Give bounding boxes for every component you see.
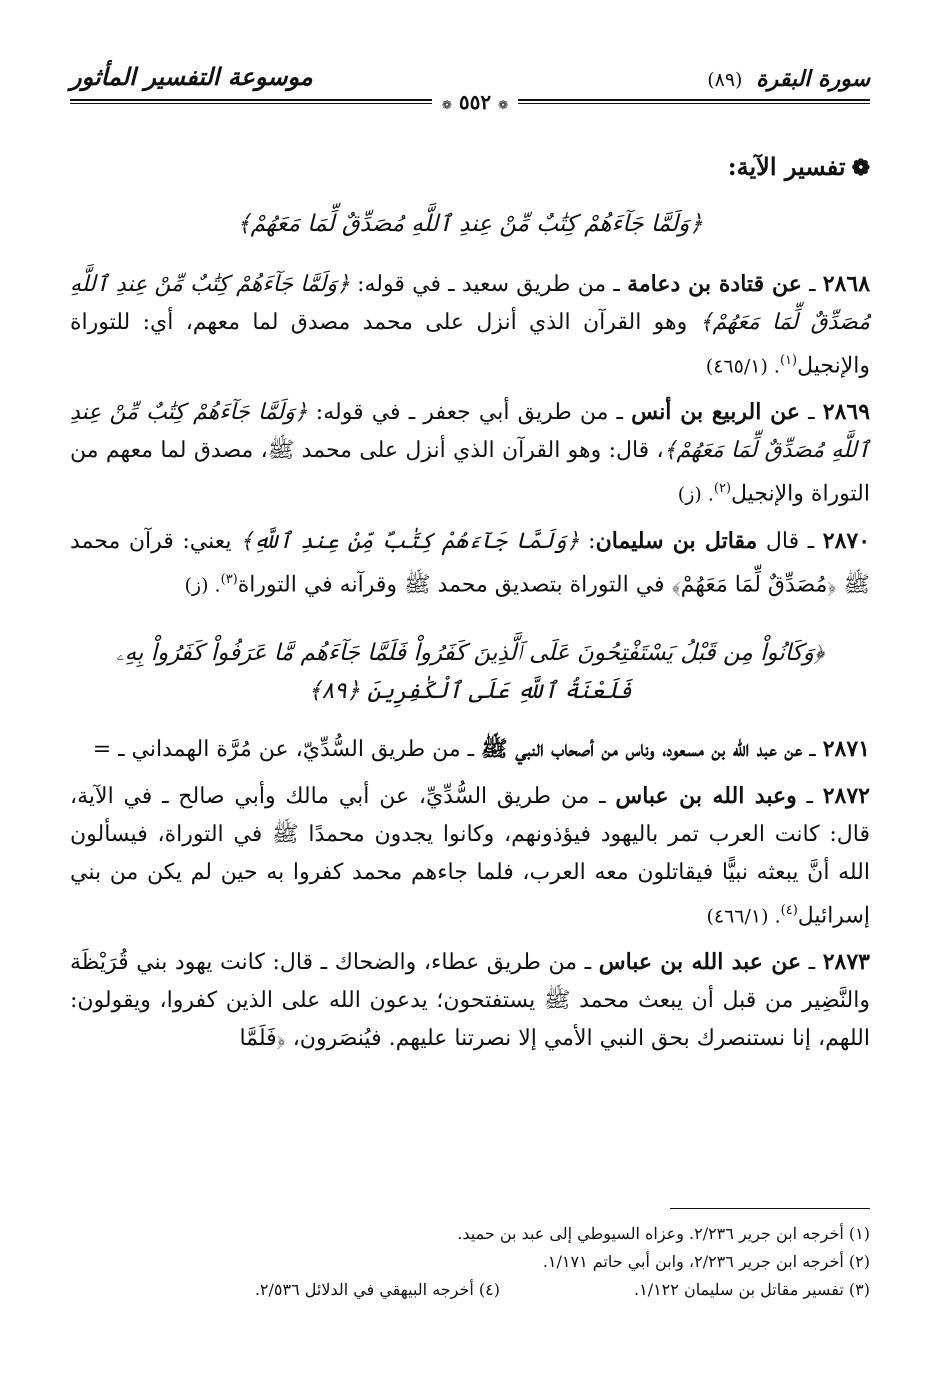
entry-2869: ٢٨٦٩ ـ عن الربيع بن أنس ـ من طريق أبي جعفر ـ في قوله: ﴿وَلَمَّا جَآءَهُمْ كِتَٰبٌ مِّنْ عِندِ ٱللَّهِ مُصَدِّقٌ لِّمَا مَعَهُمْ﴾، قال: وهو القرآن الذي أنزل على محمد ﷺ، مصدق لما معهم من التوراة والإنجيل$^{(٢)}$. (ز) xyxy=(70,399,871,507)
main-text xyxy=(70,140,870,1066)
page-number: ٥٥٢ xyxy=(458,90,492,114)
entry-2871: ٢٨٧١ ـ عن عبد الله بن مسعود، وناس من أصحاب النبي ﷺ ـ من طريق السُّدِّيّ، عن مُرَّة الهمداني ـ = xyxy=(92,735,870,762)
entry-2872: ٢٨٧٢ ـ وعبد الله بن عباس ـ من طريق السُّدِّيِّ، عن أبي مالك وأبي صالح ـ في الآية، قال: كانت العرب تمر باليهود فيؤذونهم، وكانوا يجدون محمدًا ﷺ في التوراة، فيسألون الله أنَّ يبعثه نبيًّا فيقاتلون معه العرب، فلما جاءهم محمد كفروا به حين لم يكن من بني إسرائيل$^{(٤)}$. (٤٦٦/١) xyxy=(70,782,870,929)
surah-heading xyxy=(707,66,870,92)
narrator: عن عبد الله بن مسعود، وناس من أصحاب النبي ﷺ xyxy=(481,735,803,762)
entry-reference: . (٤٦٥/١) xyxy=(705,355,780,378)
entry-number: ٢٨٧١ xyxy=(822,735,870,762)
entry-body: ـ من طريق عطاء، والضحاك ـ قال: كانت يهود بني قُرَيْظَة والنَّضِير من قبل أن يبعث محمد ﷺ يستفتحون؛ يدعون الله على الذين كفروا، ويقولون: اللهم، إنا نستنصرك بحق النبي الأمي إلا نصرتنا عليهم. فيُنصَرون، ﴿فَلَمَّا xyxy=(70,950,870,1052)
footnote-marker[interactable]: (٣) xyxy=(220,571,238,587)
footnote-separator xyxy=(670,1208,870,1209)
footnote-2: (٢) أخرجه ابن جرير ٢/٢٣٦، وابن أبي حاتم ١/١٧١. xyxy=(542,1252,870,1271)
footnote-3: (٣) تفسير مقاتل بن سليمان ١/١٢٢. xyxy=(634,1280,870,1299)
flower-icon: ❁ xyxy=(851,155,870,181)
section-title: ❁تفسير الآية: xyxy=(727,152,870,181)
footnote-1: (١) أخرجه ابن جرير ٢/٢٣٦. وعزاه السيوطي إلى عبد بن حميد. xyxy=(457,1224,870,1243)
entry-number: ٢٨٧٣ xyxy=(822,949,870,976)
entry-number: ٢٨٦٨ xyxy=(822,271,871,297)
footnote-marker[interactable]: (١) xyxy=(779,353,798,368)
entry-reference: . (٤٦٦/١) xyxy=(706,905,781,928)
narrator: عن عبد الله بن عباس xyxy=(598,949,802,976)
book-title: موسوعة التفسير المأثور xyxy=(70,62,313,91)
page-number-box xyxy=(432,89,518,115)
ornament-icon: ❁ xyxy=(441,98,452,112)
entry-quote: ﴿وَلَمَّا جَآءَهُمْ كِتَٰبٌ مِّنْ عِندِ ٱللَّهِ﴾ xyxy=(240,528,580,554)
ornament-icon: ❁ xyxy=(498,98,509,112)
entry-body: ، قال: وهو القرآن الذي أنزل على محمد ﷺ، مصدق لما معهم من التوراة والإنجيل xyxy=(70,438,870,507)
entry-number: ٢٨٧٠ xyxy=(822,527,871,554)
entry-number: ٢٨٦٩ xyxy=(822,399,871,426)
narrator: مقاتل بن سليمان xyxy=(595,527,758,554)
footnote-4: (٤) أخرجه البيهقي في الدلائل ٢/٥٣٦. xyxy=(254,1280,500,1299)
ayah-reference: (٨٩) xyxy=(707,69,743,91)
entry-reference: . (ز) xyxy=(677,483,714,506)
entry-number: ٢٨٧٢ xyxy=(822,782,870,809)
entry-quote: ﴿وَلَمَّا جَآءَهُمْ كِتَٰبٌ مِّنْ عِندِ ٱللَّهِ مُصَدِّقٌ لِّمَا مَعَهُمْ﴾ xyxy=(70,272,870,335)
narrator: وعبد الله بن عباس xyxy=(615,782,797,809)
entry-2868: ٢٨٦٨ ـ عن قتادة بن دعامة ـ من طريق سعيد ـ في قوله: ﴿وَلَمَّا جَآءَهُمْ كِتَٰبٌ مِّنْ عِندِ ٱللَّهِ مُصَدِّقٌ لِّمَا مَعَهُمْ﴾ وهو القرآن الذي أنزل على محمد مصدق لما معهم، أي: للتوراة والإنجيل$^{(١)}$. (٤٦٥/١) xyxy=(70,271,871,379)
verse-line: فَلَعْنَةُ ٱللَّهِ عَلَى ٱلْكَٰفِرِينَ ﴿٨٩﴾ xyxy=(308,677,632,704)
entry-reference: . (ز) xyxy=(184,573,221,596)
narrator: عن قتادة بن دعامة xyxy=(627,271,802,297)
entry-2873: ٢٨٧٣ ـ عن عبد الله بن عباس ـ من طريق عطاء، والضحاك ـ قال: كانت يهود بني قُرَيْظَة والنَّضِير من قبل أن يبعث محمد ﷺ يستفتحون؛ يدعون الله على الذين كفروا، ويقولون: اللهم، إنا نستنصرك بحق النبي الأمي إلا نصرتنا عليهم. فيُنصَرون، ﴿فَلَمَّا xyxy=(70,949,870,1052)
footnotes xyxy=(70,1220,870,1304)
narrator: عن الربيع بن أنس xyxy=(631,399,801,426)
entry-body: ـ من طريق السُّدِّيِّ، عن أبي مالك وأبي صالح ـ في الآية، قال: كانت العرب تمر باليهود فيؤذونهم، وكانوا يجدون محمدًا ﷺ في التوراة، فيسألون الله أنَّ يبعثه نبيًّا فيقاتلون معه العرب، فلما جاءهم محمد كفروا به حين لم يكن من بني إسرائيل xyxy=(70,783,870,929)
entry-2870: ٢٨٧٠ ـ قال مقاتل بن سليمان: ﴿وَلَمَّا جَآءَهُمْ كِتَٰبٌ مِّنْ عِندِ ٱللَّهِ﴾ يعني: قرآن محمد ﷺ ﴿مُصَدِّقٌ لِّمَا مَعَهُمْ﴾ في التوراة بتصديق محمد ﷺ وقرآنه في التوراة$^{(٣)}$. (ز) xyxy=(70,527,871,597)
entry-chain: ـ من طريق أبي جعفر ـ في قوله: xyxy=(307,400,632,426)
footnote-row xyxy=(70,1276,870,1304)
entry-body: ـ من طريق السُّدِّيّ، عن مُرَّة الهمداني ـ = xyxy=(92,736,482,762)
entry-chain: ـ من طريق سعيد ـ في قوله: xyxy=(349,272,628,297)
entry-body: يعني: قرآن محمد ﷺ ﴿مُصَدِّقٌ لِّمَا مَعَهُمْ﴾ في التوراة بتصديق محمد ﷺ وقرآنه في التوراة xyxy=(70,528,870,597)
quran-verse-2 xyxy=(70,634,870,710)
entry-body: وهو القرآن الذي أنزل على محمد مصدق لما معهم، أي: للتوراة والإنجيل xyxy=(70,310,870,379)
quran-verse-1: ﴿وَلَمَّا جَآءَهُمْ كِتَٰبٌ مِّنْ عِندِ ٱللَّهِ مُصَدِّقٌ لِّمَا مَعَهُمْ﴾ xyxy=(237,211,703,237)
verse-line: ﴿وَكَانُواْ مِن قَبْلُ يَسْتَفْتِحُونَ عَلَى ٱلَّذِينَ كَفَرُواْ فَلَمَّا جَآءَهُم مَّا عَرَفُواْ كَفَرُواْ بِهِۦ xyxy=(115,639,825,666)
entry-chain: ـ قال xyxy=(757,528,823,554)
footnote-marker[interactable]: (٤) xyxy=(780,902,798,918)
footnote-marker[interactable]: (٢) xyxy=(713,481,732,497)
surah-name: سورة البقرة xyxy=(756,66,870,92)
entry-quote: ﴿وَلَمَّا جَآءَهُمْ كِتَٰبٌ مِّنْ عِندِ ٱللَّهِ مُصَدِّقٌ لِّمَا مَعَهُمْ﴾ xyxy=(70,400,870,464)
